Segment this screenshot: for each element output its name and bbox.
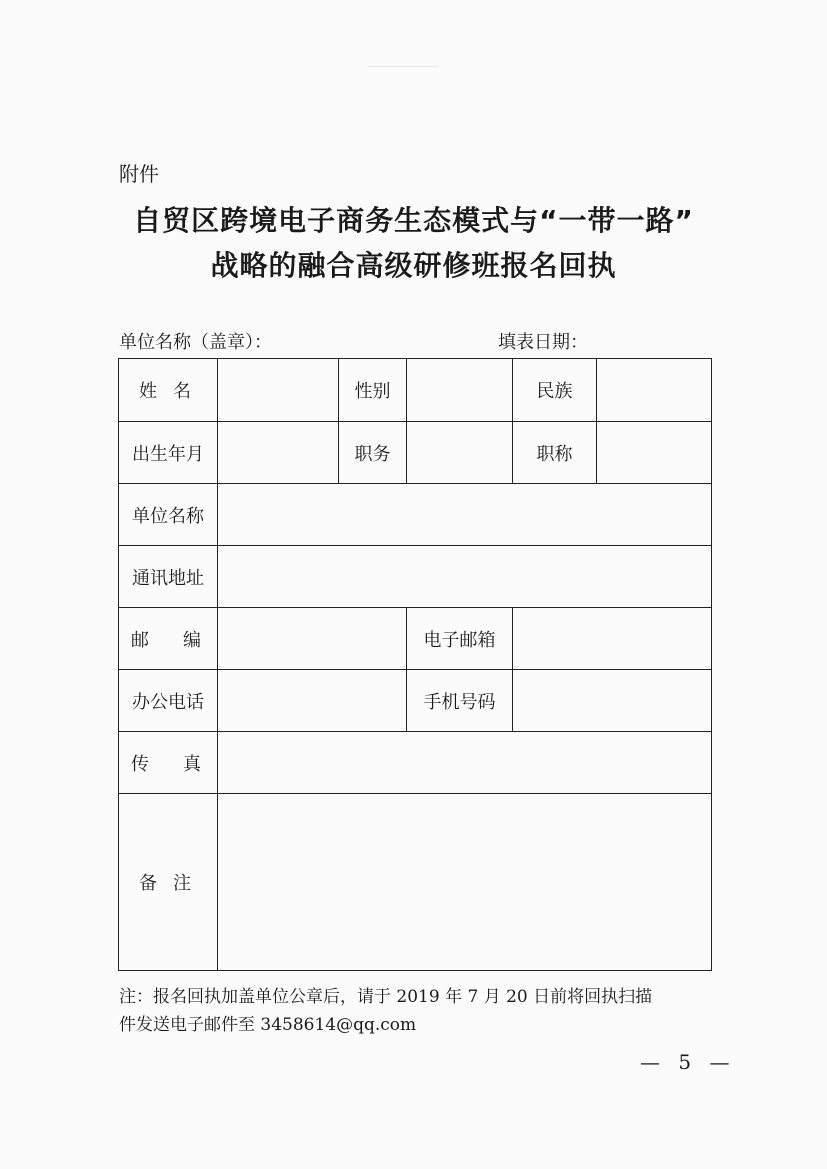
unit-name-stamp-label: 单位名称（盖章）： (119, 332, 272, 353)
postcode-field[interactable] (218, 608, 407, 670)
postcode-label-cell (119, 608, 218, 670)
table-row (119, 546, 712, 608)
unit-name-field[interactable] (218, 484, 712, 546)
ethnicity-label: 民族 (513, 359, 597, 422)
table-row (119, 422, 712, 484)
gender-field[interactable] (407, 359, 513, 422)
office-phone-label: 办公电话 (119, 670, 218, 732)
remarks-label-char-2: 注 (173, 873, 191, 894)
title-line-1: 自贸区跨境电子商务生态模式与“一带一路” (133, 204, 694, 237)
note-line-2: 件发送电子邮件至 3458614@qq.com (119, 1015, 417, 1035)
postcode-label-char-1: 邮 (131, 629, 149, 651)
table-row (119, 484, 712, 546)
fax-label-char-2: 真 (183, 753, 201, 775)
address-label: 通讯地址 (119, 546, 218, 608)
name-label-char-2: 名 (173, 381, 191, 402)
scan-artifact (368, 66, 438, 77)
remarks-label-cell (119, 794, 218, 971)
fax-label-cell (119, 732, 218, 794)
table-row (119, 670, 712, 732)
attachment-label: 附件 (119, 162, 159, 186)
remarks-field[interactable] (218, 794, 712, 971)
email-label: 电子邮箱 (407, 608, 513, 670)
position-label: 职务 (339, 422, 407, 484)
office-phone-field[interactable] (218, 670, 407, 732)
address-field[interactable] (218, 546, 712, 608)
note-line-1: 注：报名回执加盖单位公章后，请于 2019 年 7 月 20 日前将回执扫描 (119, 987, 653, 1007)
ethnicity-field[interactable] (597, 359, 712, 422)
table-row (119, 794, 712, 971)
postcode-label-char-2: 编 (183, 629, 201, 651)
title-line-2: 战略的融合高级研修班报名回执 (210, 249, 617, 282)
birth-label: 出生年月 (119, 422, 218, 484)
name-label-cell (119, 359, 218, 422)
gender-label: 性别 (339, 359, 407, 422)
fill-date-label: 填表日期： (498, 332, 588, 353)
birth-field[interactable] (218, 422, 339, 484)
mobile-label: 手机号码 (407, 670, 513, 732)
professional-title-field[interactable] (597, 422, 712, 484)
unit-name-label: 单位名称 (119, 484, 218, 546)
position-field[interactable] (407, 422, 513, 484)
fax-label-char-1: 传 (131, 753, 149, 775)
name-label-char-1: 姓 (139, 381, 157, 402)
table-row (119, 359, 712, 422)
name-field[interactable] (218, 359, 339, 422)
table-row (119, 732, 712, 794)
registration-form-table (118, 358, 712, 971)
remarks-label-char-1: 备 (139, 873, 157, 894)
mobile-field[interactable] (513, 670, 712, 732)
email-field[interactable] (513, 608, 712, 670)
table-row (119, 608, 712, 670)
page-number: — 5 — (640, 1050, 736, 1074)
fax-field[interactable] (218, 732, 712, 794)
professional-title-label: 职称 (513, 422, 597, 484)
